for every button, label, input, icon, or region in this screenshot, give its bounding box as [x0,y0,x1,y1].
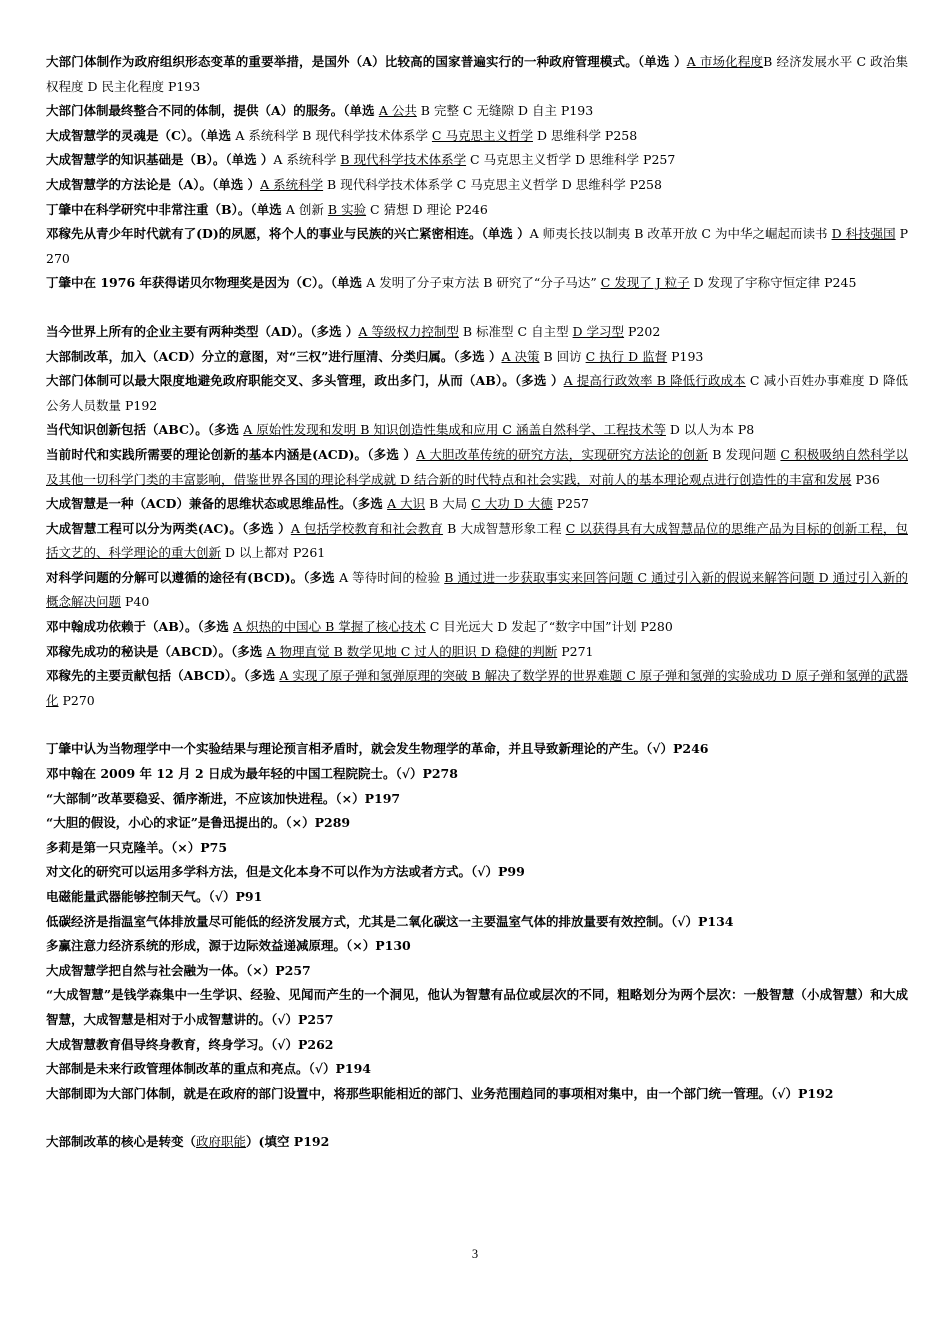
question-stem: 邓稼先的主要贡献包括（ABCD）。（多选 [46,668,280,684]
true-false-statement: “大部制”改革要稳妥、循序渐进，不应该加快进程。（×）P197 [46,790,401,806]
correct-option: A 提高行政效率 B 降低行政成本 [563,373,746,389]
single-choice-question [46,198,908,223]
option-text: B 现代科学技术体系学 C 马克思主义哲学 D 思维科学 P258 [323,176,662,192]
true-false-statement: 大部制是未来行政管理体制改革的重点和亮点。（√）P194 [46,1061,371,1077]
multi-choice-question [46,517,908,566]
true-false-statement: 电磁能量武器能够控制天气。（√）P91 [46,889,263,904]
question-stem: 大成智慧学的灵魂是（C）。（单选 [46,127,236,143]
option-text: C 目光远大 D 发起了“数字中国”计划 P280 [425,619,673,635]
option-text: D 以上都对 P261 [221,545,326,561]
question-stem: 大部门体制可以最大限度地避免政府职能交叉、多头管理，政出多门，从而（AB）。（多选 ） [46,373,564,389]
option-text: P193 [667,348,704,364]
true-false-statement: 多莉是第一只克隆羊。（×）P75 [46,839,228,855]
correct-option: 政府职能 [196,1134,247,1150]
true-false-statement: 大成智慧学把自然与社会融为一体。（×）P257 [46,962,311,978]
correct-option: A 包括学校教育和社会教育 [290,520,444,536]
correct-option: B 实验 [327,201,367,217]
option-text: A 系统科学 [273,152,341,168]
correct-option: C 马克思主义哲学 [431,127,533,143]
correct-option: A 大胆改革传统的研究方法，实现研究方法论的创新 [416,446,709,462]
correct-option: C 以获得具有大成智慧品位的思维产品为目标的创新工程，包括文艺的、科学理论的重大创新 [46,520,908,561]
true-false-statement: 丁肇中认为当物理学中一个实验结果与理论预言相矛盾时，就会发生物理学的革命，并且导致新理论的产生。（√）P246 [46,741,709,757]
option-text: B 大局 [425,496,472,512]
correct-option: A 公共 [378,103,417,119]
question-stem: 邓稼先成功的秘诀是（ABCD）。（多选 [46,643,267,659]
question-stem: 大成智慧工程可以分为两类(AC)。（多选 ） [46,520,291,536]
question-stem: 大部制改革，加入（ACD）分立的意图，对“三权”进行厘清、分类归属。（多选 ） [46,348,502,364]
option-text: D 发现了宇称守恒定律 P245 [689,275,857,291]
single-choice-question [46,173,908,198]
correct-option: B 通过进一步获取事实来回答问题 C 通过引入新的假说来解答问题 D 通过引入新的概念解决问题 [46,569,908,610]
question-stem: 大成智慧学的知识基础是（B）。（单选 ） [46,152,274,168]
question-stem: 当前时代和实践所需要的理论创新的基本内涵是(ACD)。（多选 ） [46,446,417,462]
option-text: B 回访 [539,348,586,364]
question-stem: ）(填空 P192 [246,1134,330,1150]
question-stem: 当今世界上所有的企业主要有两种类型（AD）。（多选 ） [46,323,359,339]
page-number: 3 [471,1247,479,1261]
true-false-statement: 低碳经济是指温室气体排放量尽可能低的经济发展方式，尤其是二氧化碳这一主要温室气体的排放量要有效控制。（√）P134 [46,913,734,929]
true-false-statement: 邓中翰在 2009 年 12 月 2 日成为最年轻的中国工程院院士。（√）P278 [46,766,458,782]
true-false-statement: 大成智慧教育倡导终身教育，终身学习。（√）P262 [46,1036,334,1052]
multi-choice-question [46,418,908,443]
document-page [46,50,908,1155]
option-text: B 经济发展水平 C 政治集权程度 D 民主化程度 P193 [46,54,908,94]
option-text: P270 [58,692,95,708]
single-choice-question [46,222,908,271]
option-text: D 以人为本 P8 [665,422,755,438]
section-gap [46,1106,908,1130]
correct-option: A 大识 [387,496,426,512]
question-stem: 大成智慧学的方法论是（A）。（单选 ） [46,176,261,192]
true-false-statement: 多赢注意力经济系统的形成，源于边际效益递减原理。（×）P130 [46,938,411,954]
multi-choice-question [46,615,908,640]
true-false-statement: 对文化的研究可以运用多学科方法，但是文化本身不可以作为方法或者方式。（√）P99 [46,864,525,880]
single-choice-question [46,271,908,296]
multi-choice-question [46,664,908,713]
single-choice-question [46,124,908,149]
option-text: C 减小百姓办事难度 D 降低公务人员数量 P192 [46,373,908,413]
option-text: P271 [557,643,594,659]
fill-blank-question [46,1130,908,1155]
correct-option: A 市场化程度 [686,54,764,69]
option-text: P202 [624,323,661,339]
correct-option: C 大功 D 大德 [471,496,553,512]
true-false-statement: “大胆的假设，小心的求证”是鲁迅提出的。（×）P289 [46,815,351,831]
fill-blank-section [46,1130,908,1155]
question-stem: 对科学问题的分解可以遵循的途径有(BCD)。（多选 [46,569,340,585]
question-stem: 大部门体制作为政府组织形态变革的重要举措，是国外（A）比较高的国家普遍实行的一种政府管理模式。（单选 ） [46,54,687,69]
single-choice-question [46,148,908,173]
section-gap [46,713,908,737]
question-stem: 大部门体制最终整合不同的体制，提供（A）的服务。（单选 [46,103,379,119]
option-text: P36 [851,471,880,487]
question-stem: 当代知识创新包括（ABC）。（多选 [46,422,244,438]
option-text: A 系统科学 B 现代科学技术体系学 [235,127,432,143]
correct-option: D 科技强国 [831,226,896,242]
option-text: C 猜想 D 理论 P246 [366,201,488,217]
correct-option: A 等级权力控制型 [358,323,459,339]
multi-choice-question [46,345,908,370]
question-stem: 丁肇中在 1976 年获得诺贝尔物理奖是因为（C）。（单选 [46,275,367,291]
option-text: A 发明了分子束方法 B 研究了“分子马达” [366,275,601,291]
option-text: P40 [121,594,150,610]
option-text: A 师夷长技以制夷 B 改革开放 C 为中华之崛起而读书 [529,226,832,242]
option-text: A 等待时间的检验 [339,569,445,585]
section-gap [46,296,908,320]
correct-option: B 现代科学技术体系学 [340,152,467,168]
correct-option: A 原始性发现和发明 B 知识创造性集成和应用 C 涵盖自然科学、工程技术等 [243,422,666,438]
option-text: B 发现问题 [708,446,781,462]
multi-choice-question [46,443,908,492]
question-stem: 丁肇中在科学研究中非常注重（B）。（单选 [46,201,286,217]
question-stem: 邓稼先从青少年时代就有了(D)的夙愿，将个人的事业与民族的兴亡紧密相连。（单选 ） [46,226,530,242]
single-choice-question [46,99,908,124]
option-text: C 马克思主义哲学 D 思维科学 P257 [466,152,676,168]
correct-option: A 物理直觉 B 数学见地 C 过人的胆识 D 稳健的判断 [266,643,558,659]
option-text: D 思维科学 P258 [532,127,638,143]
single-choice-section [46,50,908,296]
true-false-section [46,737,908,1106]
multi-choice-question [46,320,908,345]
multi-choice-question [46,640,908,665]
option-text: B 完整 C 无缝隙 D 自主 P193 [416,103,594,119]
question-stem: 大成智慧是一种（ACD）兼备的思维状态或思维品性。（多选 [46,496,388,512]
correct-option: A 炽热的中国心 B 掌握了核心技术 [233,619,426,635]
correct-option: D 学习型 [572,323,625,339]
multi-choice-question [46,369,908,418]
correct-option: A 实现了原子弹和氢弹原理的突破 B 解决了数学界的世界难题 C 原子弹和氢弹的实验成功 D 原子弹和氢弹的武器化 [46,668,909,708]
question-stem: 邓中翰成功依赖于（AB）。（多选 [46,619,234,635]
option-text: P257 [552,496,589,512]
correct-option: C 执行 D 监督 [585,348,668,364]
true-false-statement: “大成智慧”是钱学森集中一生学识、经验、见闻而产生的一个洞见，他认为智慧有品位或层次的不同，粗略划分为两个层次：一般智慧（小成智慧）和大成智慧，大成智慧是相对于小成智慧讲的。（√）P257 [46,987,908,1027]
option-text: A 创新 [285,201,328,217]
multi-choice-question [46,492,908,517]
option-text: B 标准型 C 自主型 [458,323,573,339]
option-text: B 大成智慧形象工程 [443,520,566,536]
correct-option: C 发现了 J 粒子 [600,275,690,291]
single-choice-question [46,50,908,99]
question-stem: 大部制改革的核心是转变（ [46,1134,197,1150]
true-false-statement: 大部制即为大部门体制，就是在政府的部门设置中，将那些职能相近的部门、业务范围趋同的事项相对集中，由一个部门统一管理。（√）P192 [46,1085,834,1101]
correct-option: C 积极吸纳自然科学以及其他一切科学门类的丰富影响，借鉴世界各国的理论科学成就 D 结合新的时代特点和社会实践，对前人的基本理论观点进行创造性的丰富和发展 [46,446,908,487]
multi-choice-question [46,566,908,615]
correct-option: A 系统科学 [260,176,324,192]
multi-choice-section [46,320,908,714]
option-text: P270 [46,226,909,266]
correct-option: A 决策 [501,348,540,364]
